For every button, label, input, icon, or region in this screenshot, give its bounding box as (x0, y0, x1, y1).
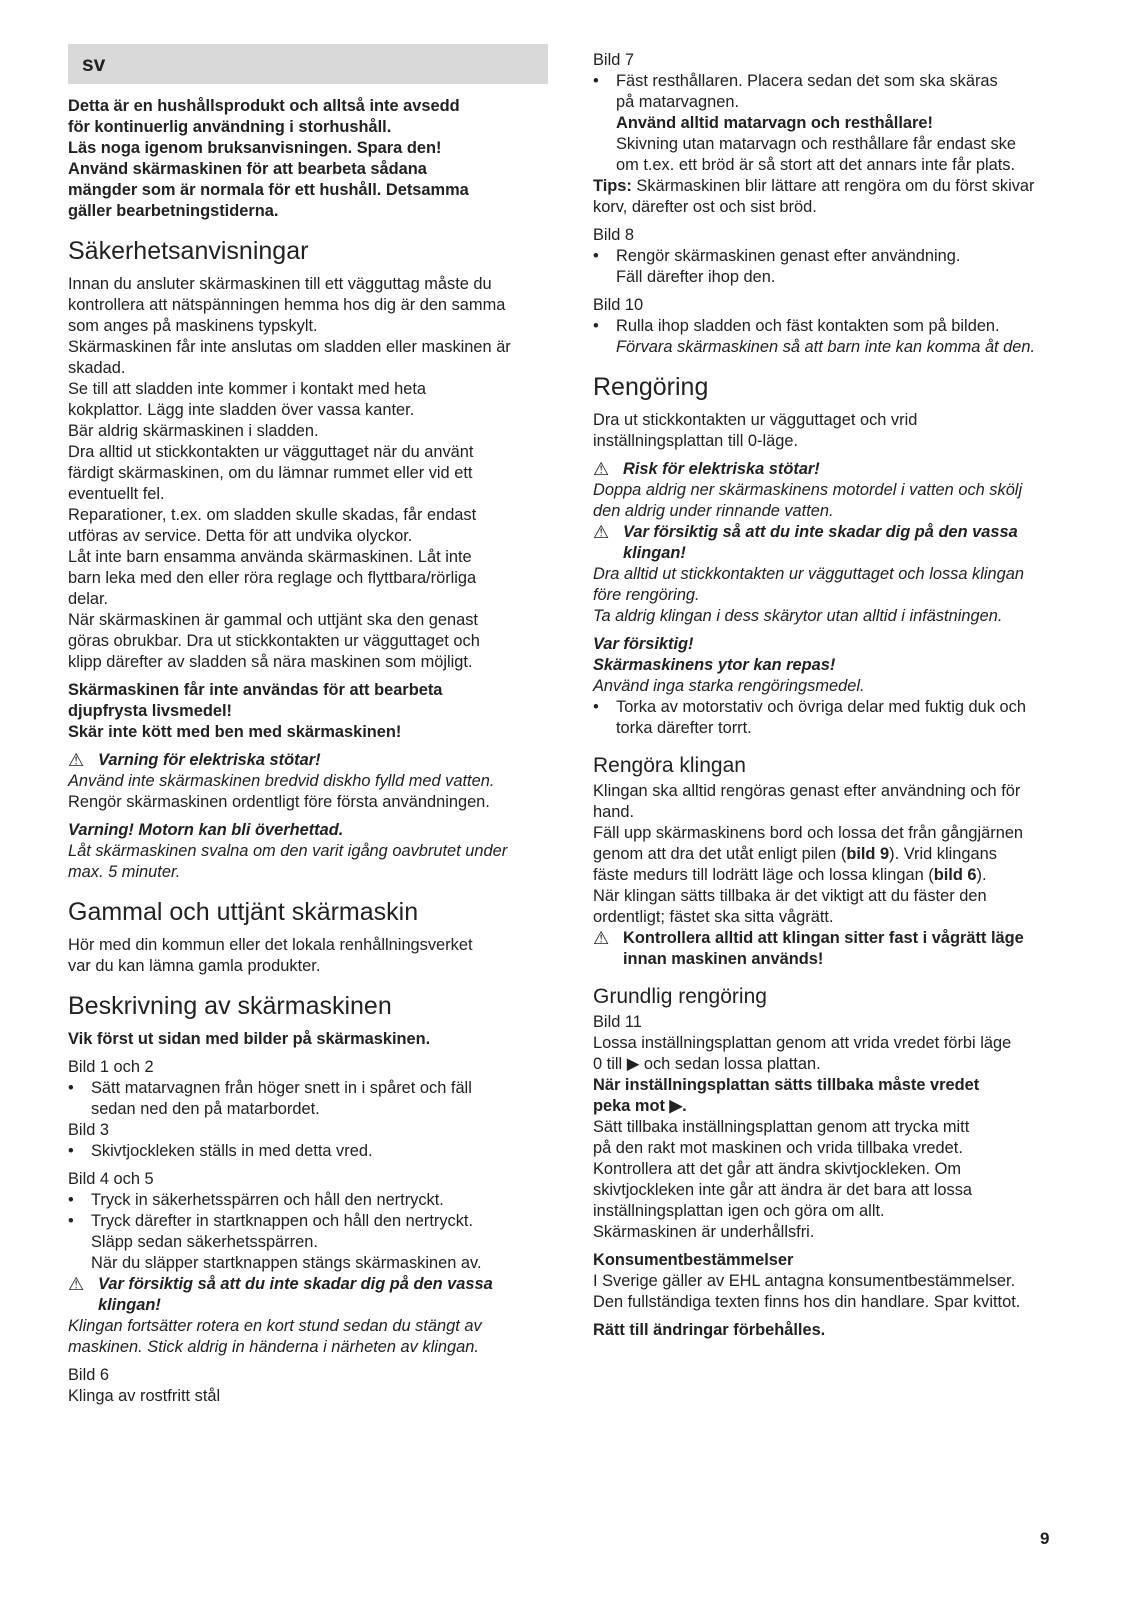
text-line: Reparationer, t.ex. om sladden skulle skadas, får endast (68, 506, 477, 524)
intro-line: mängder som är normala för ett hushåll. Detsamma (68, 181, 469, 199)
caution-title: Skärmaskinens ytor kan repas! (593, 656, 836, 674)
text-line: färdigt skärmaskinen, om du lämnar rummet eller vid ett (68, 464, 473, 482)
list-item: • Sätt matarvagnen från höger snett in i spåret och fäll (68, 1078, 548, 1099)
text-line: Förvara skärmaskinen så att barn inte kan komma åt den. (616, 338, 1036, 356)
fold-out-note: Vik först ut sidan med bilder på skärmaskinen. (68, 1030, 431, 1048)
text-line: utföras av service. Detta för att undvika olyckor. (68, 527, 413, 545)
text-line: var du kan lämna gamla produkter. (68, 957, 321, 975)
text-line: Dra alltid ut stickkontakten ur vägguttaget när du använt (68, 443, 474, 461)
text-line: När skärmaskinen är gammal och uttjänt ska den genast (68, 611, 478, 629)
text-line (593, 1096, 1083, 1117)
text-line: Rengör skärmaskinen ordentligt före första användningen. (68, 793, 490, 811)
text-line: max. 5 minuter. (68, 863, 181, 881)
blade-warning (593, 522, 1083, 564)
text-line: Låt skärmaskinen svalna om den varit igång oavbrutet under (68, 842, 508, 860)
text-line: Skär inte kött med ben med skärmaskinen! (68, 723, 402, 741)
text-part: och sedan lossa plattan. (639, 1055, 821, 1073)
text-line: Använd alltid matarvagn och resthållare! (616, 114, 933, 132)
text-line: Använd inga starka rengöringsmedel. (593, 677, 865, 695)
text-line: klipp därefter av sladden så nära maskinen som möjligt. (68, 653, 473, 671)
text-line: göras obrukbar. Dra ut stickkontakten ur vägguttaget och (68, 632, 480, 650)
text-line: När klingan sätts tillbaka är det viktigt att du fäster den (593, 887, 987, 905)
text-line: Se till att sladden inte kommer i kontakt med heta (68, 380, 427, 398)
text-line: När inställningsplattan sätts tillbaka måste vredet (593, 1076, 980, 1094)
text-line: Skärmaskinen blir lättare att rengöra om du först skivar (631, 177, 1035, 195)
warning-title: innan maskinen används! (623, 950, 824, 968)
text-part: . (682, 1097, 687, 1115)
consumer-heading: Konsumentbestämmelser (593, 1251, 794, 1269)
left-column (68, 44, 548, 1407)
text-line: Dra ut stickkontakten ur vägguttaget och vrid (593, 411, 918, 429)
thorough-cleaning-heading: Grundlig rengöring (593, 985, 767, 1008)
play-arrow-icon: ▶ (669, 1097, 683, 1115)
blade-cleaning-heading: Rengöra klingan (593, 754, 746, 777)
warning-title: klingan! (98, 1296, 161, 1314)
figure-label: Bild 8 (593, 226, 635, 244)
text-line: skadad. (68, 359, 126, 377)
intro-line: Läs noga igenom bruksanvisningen. Spara den! (68, 139, 442, 157)
disposal-heading: Gammal och uttjänt skärmaskin (68, 898, 419, 926)
safety-text (68, 274, 548, 673)
warning-triangle-icon: ⚠ (593, 459, 610, 479)
warning-title: Kontrollera alltid att klingan sitter fast i vågrätt läge (623, 929, 1024, 947)
text-line: Klingan ska alltid rengöras genast efter användning och för (593, 782, 1021, 800)
text-line: Innan du ansluter skärmaskinen till ett vägguttag måste du (68, 275, 492, 293)
text-line: Hör med din kommun eller det lokala renhållningsverket (68, 936, 473, 954)
text-line: på den rakt mot maskinen och vrida tillbaka vredet. (593, 1139, 963, 1157)
warning-triangle-icon: ⚠ (68, 750, 85, 770)
text-line: Fäll upp skärmaskinens bord och lossa det från gångjärnen (593, 824, 1024, 842)
text-part: ). (976, 866, 987, 884)
electric-shock-warning (68, 750, 548, 771)
text-line: sedan ned den på matarbordet. (91, 1100, 320, 1118)
text-line: Dra alltid ut stickkontakten ur vägguttaget och lossa klingan (593, 565, 1024, 583)
motor-warning-title: Varning! Motorn kan bli överhettad. (68, 821, 344, 839)
warning-title: Varning för elektriska stötar! (98, 751, 321, 769)
text-line: barn leka med den eller röra reglage och flyttbara/rörliga (68, 569, 477, 587)
text-line: skivtjockleken inte går att ändra är det bara att lossa (593, 1181, 973, 1199)
list-item: • Tryck in säkerhetsspärren och håll den nertryckt. (68, 1190, 548, 1211)
intro-notice (68, 96, 548, 222)
figure-label: Bild 3 (68, 1121, 110, 1139)
text-part: ). Vrid klingans (889, 845, 997, 863)
text-line: maskinen. Stick aldrig in händerna i närheten av klingan. (68, 1338, 479, 1356)
text-line: Klingan fortsätter rotera en kort stund sedan du stängt av (68, 1317, 482, 1335)
text-line: Doppa aldrig ner skärmaskinens motordel i vatten och skölj (593, 481, 1023, 499)
warning-title: Var försiktig så att du inte skadar dig på den vassa (623, 523, 1018, 541)
intro-line: för kontinuerlig användning i storhushåll. (68, 118, 392, 136)
text-line: Sätt tillbaka inställningsplattan genom att trycka mitt (593, 1118, 970, 1136)
text-line: Ta aldrig klingan i dess skärytor utan alltid i infästningen. (593, 607, 1003, 625)
text-part: peka mot (593, 1097, 670, 1115)
warning-triangle-icon: ⚠ (593, 928, 610, 948)
text-line: Den fullständiga texten finns hos din handlare. Spar kvittot. (593, 1293, 1021, 1311)
figure-label: Bild 4 och 5 (68, 1170, 154, 1188)
intro-line: Detta är en hushållsprodukt och alltså inte avsedd (68, 97, 460, 115)
text-line: Använd inte skärmaskinen bredvid diskho fylld med vatten. (68, 772, 495, 790)
text-line: torka därefter torrt. (616, 719, 752, 737)
text-line: I Sverige gäller av EHL antagna konsumentbestämmelser. (593, 1272, 1016, 1290)
right-column (593, 50, 1083, 1341)
shock-warning (593, 459, 1083, 480)
text-line: När du släpper startknappen stängs skärmaskinen av. (91, 1254, 482, 1272)
text-line: kontrollera att nätspänningen hemma hos dig är den samma (68, 296, 506, 314)
list-item: • Rulla ihop sladden och fäst kontakten som på bilden. (593, 316, 1083, 337)
caution-title: Var försiktig! (593, 635, 694, 653)
text-part: fäste medurs till lodrätt läge och lossa klingan ( (593, 866, 934, 884)
figure-ref: bild 6 (933, 866, 977, 884)
text-part: 0 till (593, 1055, 627, 1073)
text-line: delar. (68, 590, 109, 608)
warning-triangle-icon: ⚠ (68, 1274, 85, 1294)
figure-label: Bild 7 (593, 51, 635, 69)
text-line: om t.ex. ett bröd är så stort att det annars inte får plats. (616, 156, 1016, 174)
text-line: Låt inte barn ensamma använda skärmaskinen. Låt inte (68, 548, 472, 566)
figure-label: Bild 1 och 2 (68, 1058, 154, 1076)
warning-title: Risk för elektriska stötar! (623, 460, 820, 478)
list-item: • Fäst resthållaren. Placera sedan det som ska skäras (593, 71, 1083, 92)
cleaning-heading: Rengöring (593, 373, 709, 401)
warning-triangle-icon: ⚠ (593, 522, 610, 542)
text-line: Skärmaskinen får inte användas för att bearbeta (68, 681, 443, 699)
language-bar (68, 44, 548, 84)
text-line (593, 844, 1083, 865)
text-line: Bär aldrig skärmaskinen i sladden. (68, 422, 319, 440)
text-line: djupfrysta livsmedel! (68, 702, 232, 720)
blade-warning (68, 1274, 548, 1316)
text-line: den aldrig under rinnande vatten. (593, 502, 834, 520)
text-line (593, 1054, 1083, 1075)
language-tag: sv (82, 52, 106, 76)
rights-reserved: Rätt till ändringar förbehålles. (593, 1321, 826, 1339)
text-line: inställningsplattan till 0-läge. (593, 432, 799, 450)
text-line: kokplattor. Lägg inte sladden över vassa kanter. (68, 401, 415, 419)
intro-line: gäller bearbetningstiderna. (68, 202, 279, 220)
intro-line: Använd skärmaskinen för att bearbeta sådana (68, 160, 427, 178)
text-line: eventuellt fel. (68, 485, 165, 503)
text-line: Skärmaskinen är underhållsfri. (593, 1223, 815, 1241)
text-line: korv, därefter ost och sist bröd. (593, 198, 817, 216)
play-arrow-icon: ▶ (626, 1055, 640, 1073)
text-line: Klinga av rostfritt stål (68, 1387, 221, 1405)
figure-label: Bild 11 (593, 1013, 642, 1031)
text-line: ordentligt; fästet ska sitta vågrätt. (593, 908, 834, 926)
list-item: • Skivtjockleken ställs in med detta vred. (68, 1141, 548, 1162)
text-line: Fäll därefter ihop den. (616, 268, 776, 286)
list-item: • Tryck därefter in startknappen och håll den nertryckt. (68, 1211, 548, 1232)
text-line (593, 865, 1083, 886)
text-line: inställningsplattan igen och göra om allt. (593, 1202, 885, 1220)
text-line: Skärmaskinen får inte anslutas om sladden eller maskinen är (68, 338, 511, 356)
tips-label: Tips: (593, 177, 632, 195)
text-line: på matarvagnen. (616, 93, 740, 111)
text-line: hand. (593, 803, 635, 821)
warning-title: Var försiktig så att du inte skadar dig på den vassa (98, 1275, 493, 1293)
text-line: Släpp sedan säkerhetsspärren. (91, 1233, 318, 1251)
figure-ref: bild 9 (846, 845, 890, 863)
text-line: före rengöring. (593, 586, 700, 604)
figure-label: Bild 10 (593, 296, 644, 314)
horizontal-check-warning (593, 928, 1083, 970)
figure-label: Bild 6 (68, 1366, 110, 1384)
list-item: • Torka av motorstativ och övriga delar med fuktig duk och (593, 697, 1083, 718)
description-heading: Beskrivning av skärmaskinen (68, 992, 392, 1020)
text-line: Lossa inställningsplattan genom att vrida vredet förbi läge (593, 1034, 1012, 1052)
safety-heading: Säkerhetsanvisningar (68, 237, 309, 265)
text-line: Skivning utan matarvagn och resthållare får endast ske (616, 135, 1016, 153)
text-part: genom att dra det utåt enligt pilen ( (593, 845, 847, 863)
tips-line (593, 176, 1083, 197)
warning-title: klingan! (623, 544, 686, 562)
text-line: Kontrollera att det går att ändra skivtjockleken. Om (593, 1160, 962, 1178)
frozen-food-warning (68, 680, 548, 743)
text-line: som anges på maskinens typskylt. (68, 317, 318, 335)
list-item: • Rengör skärmaskinen genast efter användning. (593, 246, 1083, 267)
page-number: 9 (1040, 1529, 1050, 1548)
